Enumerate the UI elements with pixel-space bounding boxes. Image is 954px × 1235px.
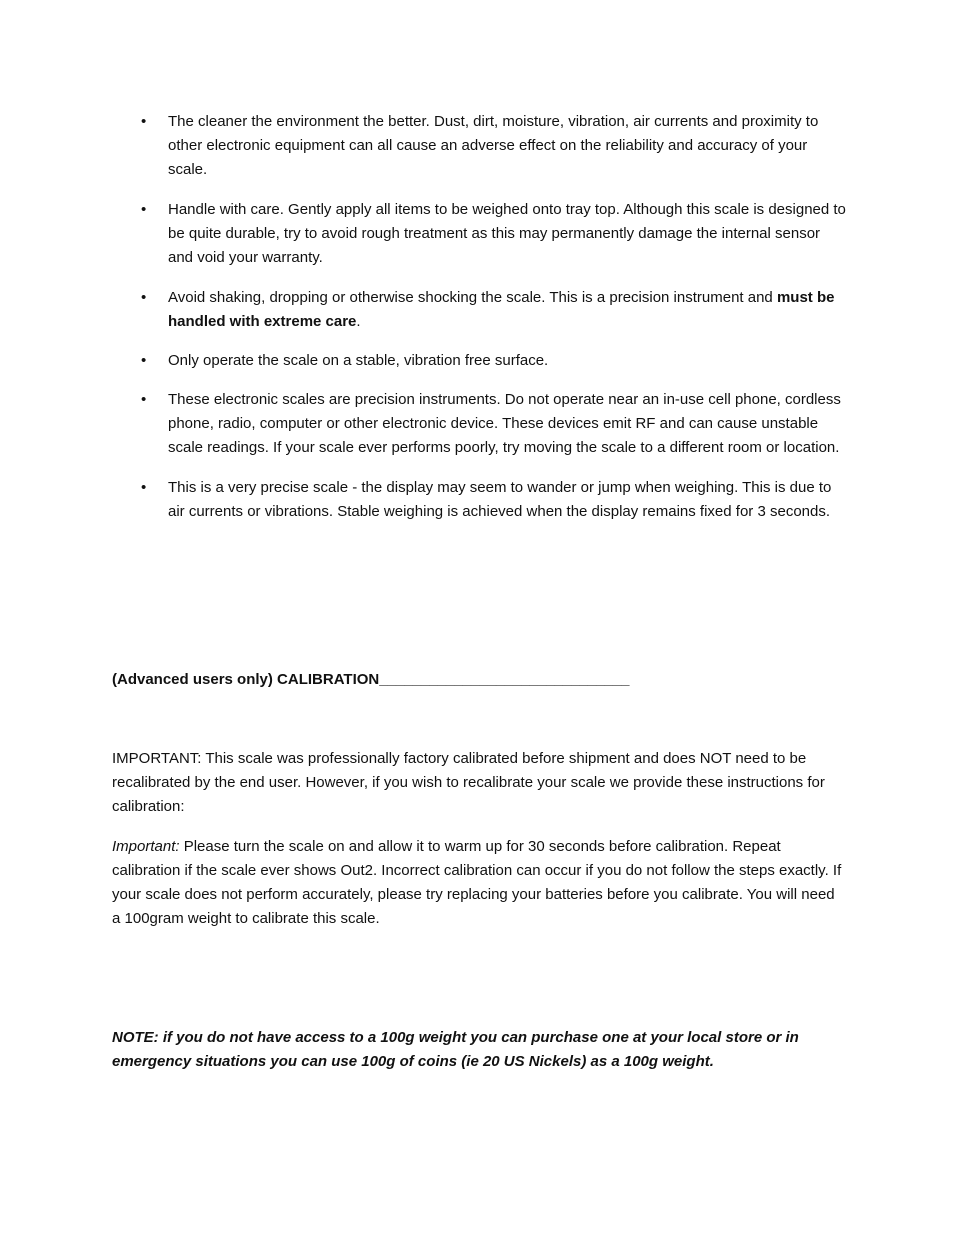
list-item: [112, 110, 847, 182]
important-paragraph: IMPORTANT: This scale was professionally factory calibrated before shipment and does NOT need to be recalibrated by the end user. However, if you wish to recalibrate your scale we provide these instructions for calibration:: [112, 750, 825, 815]
list-item: [112, 476, 847, 524]
warmup-text: Please turn the scale on and allow it to warm up for 30 seconds before calibration. Repeat calibration if the scale ever shows Out2. Incorrect calibration can occur if you do not follow the steps exactly. If your scale does not perform accurately, please try replacing your batteries before you calibrate. You will need a 100gram weight to calibrate this scale.: [112, 838, 842, 927]
precautions-list: [112, 110, 847, 540]
important-label: Important:: [112, 838, 180, 855]
list-item-text: Handle with care. Gently apply all items to be weighed onto tray top. Although this scale is designed to be quite durable, try to avoid rough treatment as this may permanently damage the internal sensor and void your warranty.: [168, 201, 846, 266]
note-paragraph: NOTE: if you do not have access to a 100g weight you can purchase one at your local store or in emergency situations you can use 100g of coins (ie 20 US Nickels) as a 100g weight.: [112, 1029, 799, 1070]
bullet-icon: •: [141, 352, 147, 369]
calibration-heading: (Advanced users only) CALIBRATION______________________________: [112, 671, 630, 688]
list-item: [112, 349, 847, 373]
list-item-text: These electronic scales are precision instruments. Do not operate near an in-use cell phone, cordless phone, radio, computer or other electronic device. These devices emit RF and can cause unstable scale readings. If your scale ever performs poorly, try moving the scale to a different room or location.: [168, 391, 841, 456]
list-item-text-end: .: [356, 313, 361, 330]
list-item-text: This is a very precise scale - the display may seem to wander or jump when weighing. This is due to air currents or vibrations. Stable weighing is achieved when the display remains fixed for 3 seconds.: [168, 479, 832, 520]
bullet-icon: •: [141, 113, 147, 130]
bullet-icon: •: [141, 201, 147, 218]
list-item-text: Only operate the scale on a stable, vibration free surface.: [168, 352, 549, 369]
bullet-icon: •: [141, 289, 147, 306]
list-item: [112, 198, 847, 270]
warmup-paragraph: [112, 835, 847, 931]
list-item: [112, 286, 847, 334]
list-item: [112, 388, 847, 460]
bullet-icon: •: [141, 479, 147, 496]
list-item-text: Avoid shaking, dropping or otherwise shocking the scale. This is a precision instrument and: [168, 289, 777, 306]
bullet-icon: •: [141, 391, 147, 408]
emphasis-text: must be handled with extreme care: [168, 289, 835, 330]
list-item-text: The cleaner the environment the better. Dust, dirt, moisture, vibration, air currents and proximity to other electronic equipment can all cause an adverse effect on the reliability and accuracy of your scale.: [168, 113, 819, 178]
